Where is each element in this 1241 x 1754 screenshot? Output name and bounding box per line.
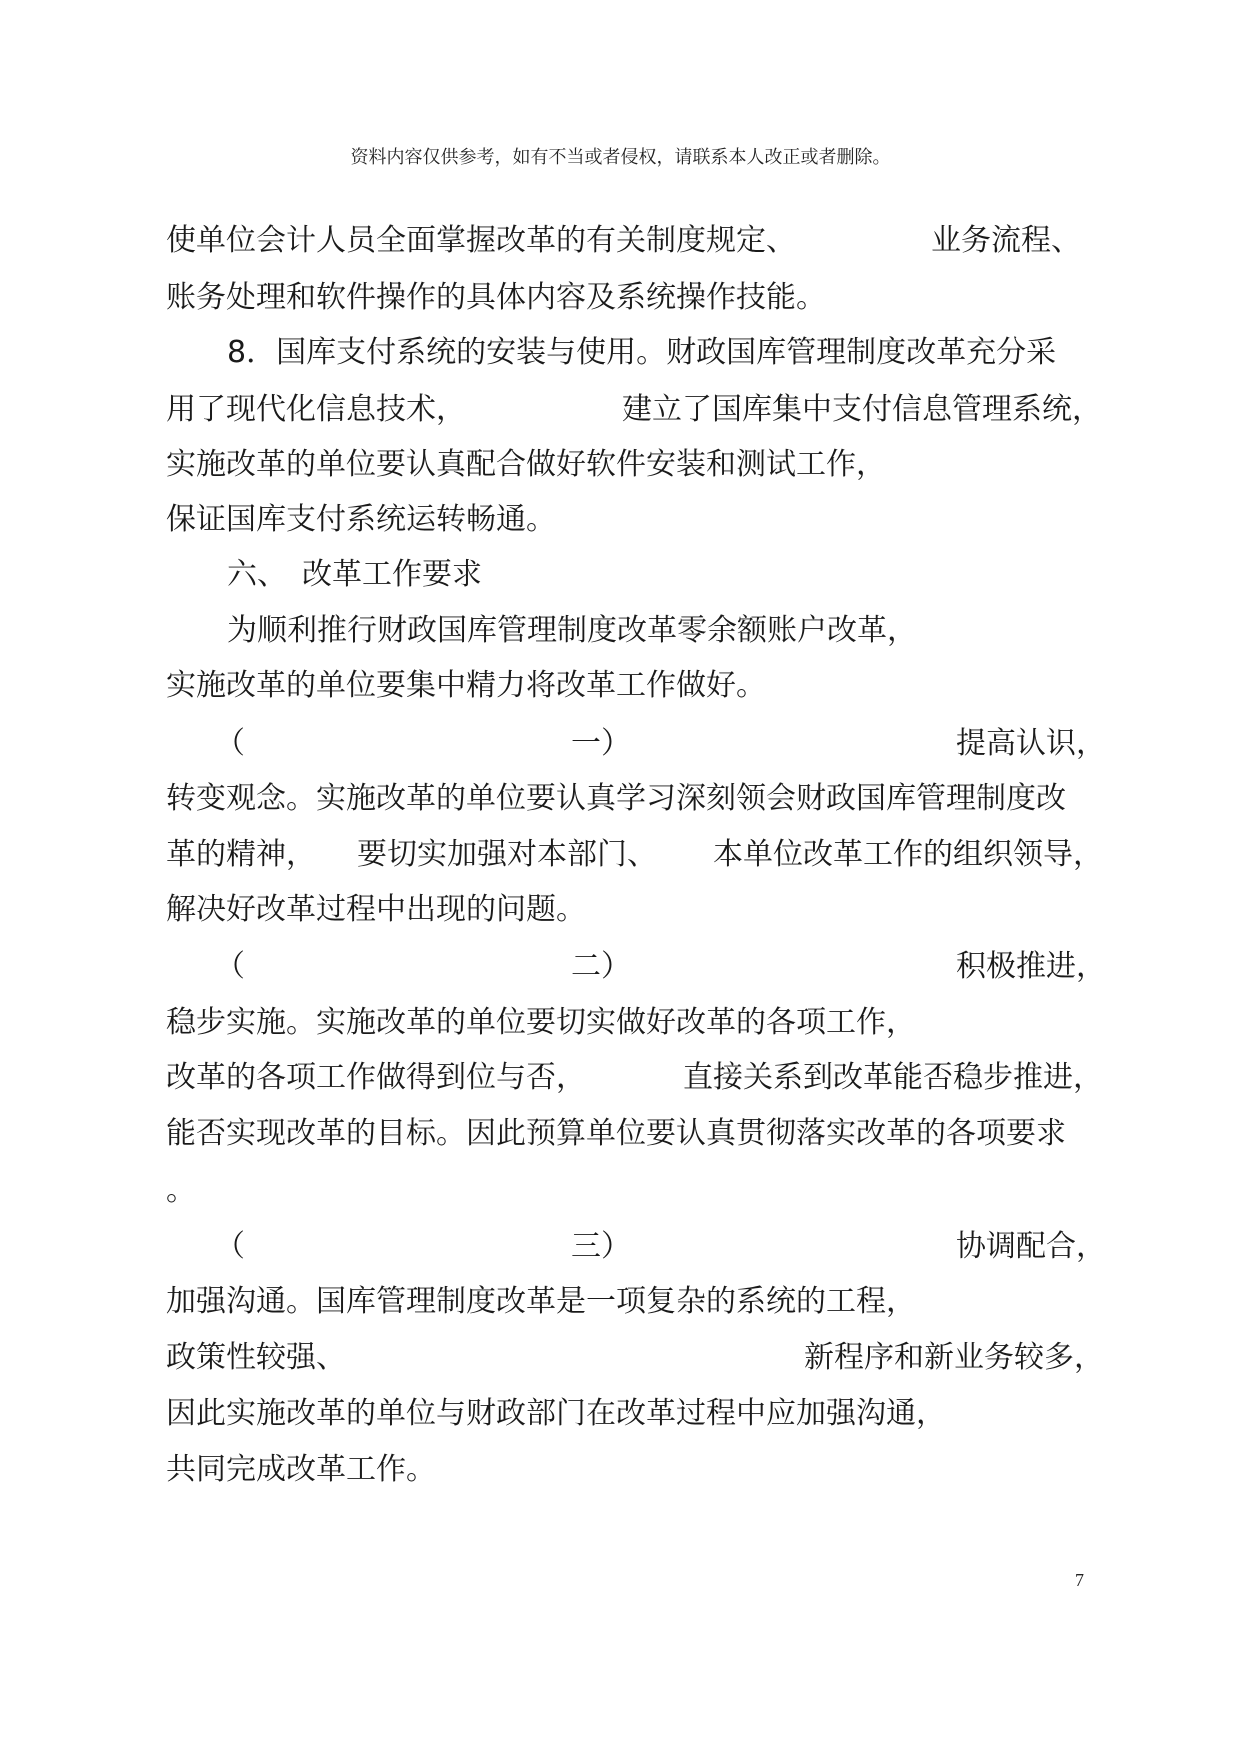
header-disclaimer: 资料内容仅供参考，如有不当或者侵权，请联系本人改正或者删除。 xyxy=(350,147,891,168)
text-line: 账务处理和软件操作的具体内容及系统操作技能。 xyxy=(166,280,826,315)
subsection-marker: （ xyxy=(215,726,245,761)
text-line: 要切实加强对本部门、 xyxy=(357,837,657,872)
text-line: 共同完成改革工作。 xyxy=(166,1452,436,1487)
text-line: 实施改革的单位要认真配合做好软件安装和测试工作， xyxy=(166,447,886,482)
section-heading: 改革工作要求 xyxy=(302,557,482,592)
subsection-marker: 三） xyxy=(571,1229,631,1264)
text-line: 8．国库支付系统的安装与使用。财政国库管理制度改革充分采 xyxy=(227,335,1057,370)
text-line: 稳步实施。实施改革的单位要切实做好改革的各项工作， xyxy=(166,1005,916,1040)
text-line: 政策性较强、 xyxy=(166,1340,346,1375)
subsection-marker: （ xyxy=(215,1229,245,1264)
page-number: 7 xyxy=(1075,1570,1084,1590)
text-line: 直接关系到改革能否稳步推进， xyxy=(683,1060,1103,1095)
text-line: 转变观念。实施改革的单位要认真学习深刻领会财政国库管理制度改 xyxy=(166,781,1066,816)
text-line: 建立了国库集中支付信息管理系统， xyxy=(622,392,1102,427)
text-line: 本单位改革工作的组织领导， xyxy=(713,837,1103,872)
section-heading-number: 六、 xyxy=(227,557,287,592)
subsection-title: 协调配合， xyxy=(956,1229,1106,1264)
text-line: 实施改革的单位要集中精力将改革工作做好。 xyxy=(166,668,766,703)
text-line: 因此实施改革的单位与财政部门在改革过程中应加强沟通， xyxy=(166,1396,946,1431)
text-line: 保证国库支付系统运转畅通。 xyxy=(166,502,556,537)
subsection-marker: 一） xyxy=(571,726,631,761)
text-line: 新程序和新业务较多， xyxy=(804,1340,1104,1375)
text-line: 使单位会计人员全面掌握改革的有关制度规定、 xyxy=(166,223,796,258)
text-line: 改革的各项工作做得到位与否， xyxy=(166,1060,586,1095)
text-line: 为顺利推行财政国库管理制度改革零余额账户改革， xyxy=(227,613,917,648)
subsection-title: 提高认识， xyxy=(956,726,1106,761)
text-line: 能否实现改革的目标。因此预算单位要认真贯彻落实改革的各项要求 xyxy=(166,1116,1066,1151)
subsection-marker: 二） xyxy=(571,949,631,984)
text-line: 业务流程、 xyxy=(931,223,1081,258)
text-line: 解决好改革过程中出现的问题。 xyxy=(166,892,586,927)
text-line: 。 xyxy=(166,1173,196,1208)
text-line: 加强沟通。国库管理制度改革是一项复杂的系统的工程， xyxy=(166,1284,916,1319)
subsection-marker: （ xyxy=(215,949,245,984)
subsection-title: 积极推进， xyxy=(956,949,1106,984)
text-line: 革的精神， xyxy=(166,837,316,872)
text-line: 用了现代化信息技术， xyxy=(166,392,466,427)
